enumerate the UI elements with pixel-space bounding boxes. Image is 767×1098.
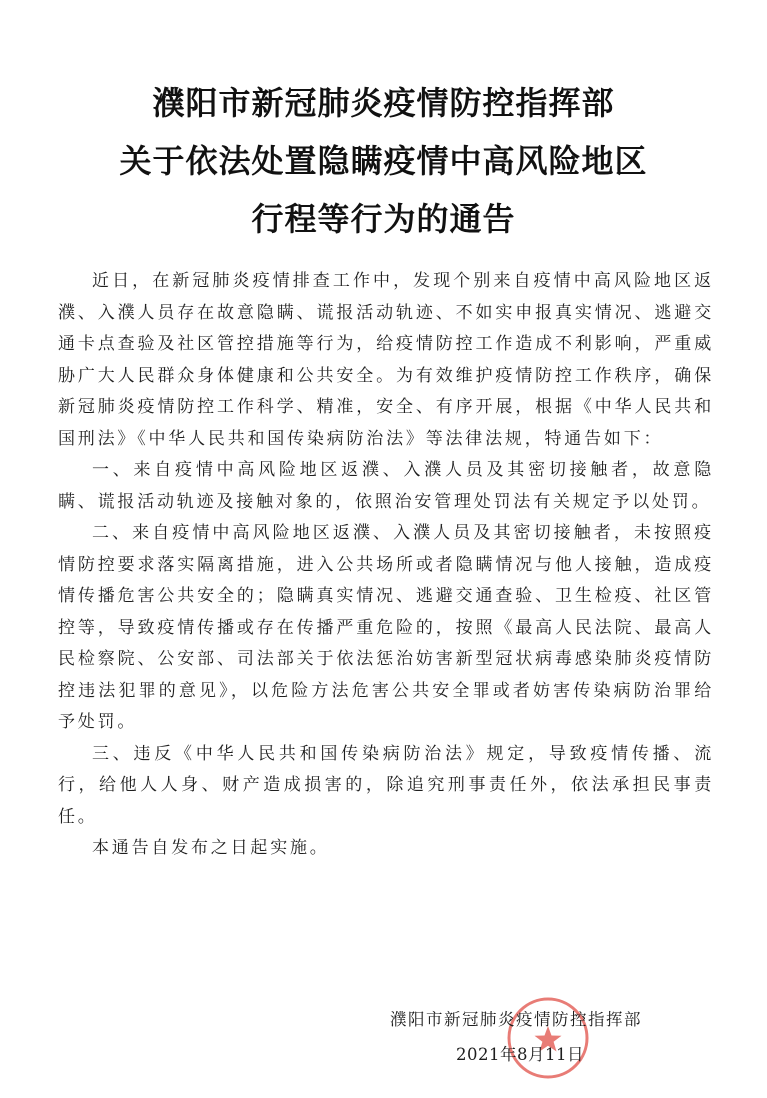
signature-organization: 濮阳市新冠肺炎疫情防控指挥部: [390, 1010, 642, 1029]
clause-one-paragraph: 一、来自疫情中高风险地区返濮、入濮人员及其密切接触者，故意隐瞒、谎报活动轨迹及接触对象的，依照治安管理处罚法有关规定予以处罚。: [58, 460, 714, 512]
effective-paragraph: 本通告自发布之日起实施。: [92, 838, 330, 858]
title-line-2: 关于依法处置隐瞒疫情中高风险地区: [119, 142, 648, 180]
clause-three-paragraph: 三、违反《中华人民共和国传染病防治法》规定，导致疫情传播、流行，给他人人身、财产造成损害的，除追究刑事责任外，依法承担民事责任。: [58, 743, 714, 827]
clause-two-paragraph: 二、来自疫情中高风险地区返濮、入濮人员及其密切接触者，未按照疫情防控要求落实隔离措施，进入公共场所或者隐瞒情况与他人接触，造成疫情传播危害公共安全的；隐瞒真实情况、逃避交通查验、卫生检疫、社区管控等，导致疫情传播或存在传播严重危险的，按照《最高人民法院、最高人民检察院、公安部、司法部关于依法惩治妨害新型冠状病毒感染肺炎疫情防控违法犯罪的意见》，以危险方法危害公共安全罪或者妨害传染病防治罪给予处罚。: [58, 523, 714, 732]
title-line-1: 濮阳市新冠肺炎疫情防控指挥部: [152, 84, 615, 122]
title-line-3: 行程等行为的通告: [251, 200, 516, 238]
signature-date: 2021年8月11日: [456, 1045, 584, 1064]
intro-paragraph: 近日，在新冠肺炎疫情排查工作中，发现个别来自疫情中高风险地区返濮、入濮人员存在故意隐瞒、谎报活动轨迹、不如实申报真实情况、逃避交通卡点查验及社区管控措施等行为，给疫情防控工作造成不利影响，严重威胁广大人民群众身体健康和公共安全。为有效维护疫情防控工作秩序，确保新冠肺炎疫情防控工作科学、精准，安全、有序开展，根据《中华人民共和国刑法》《中华人民共和国传染病防治法》等法律法规，特通告如下：: [58, 271, 714, 449]
notice-body: [58, 266, 714, 865]
